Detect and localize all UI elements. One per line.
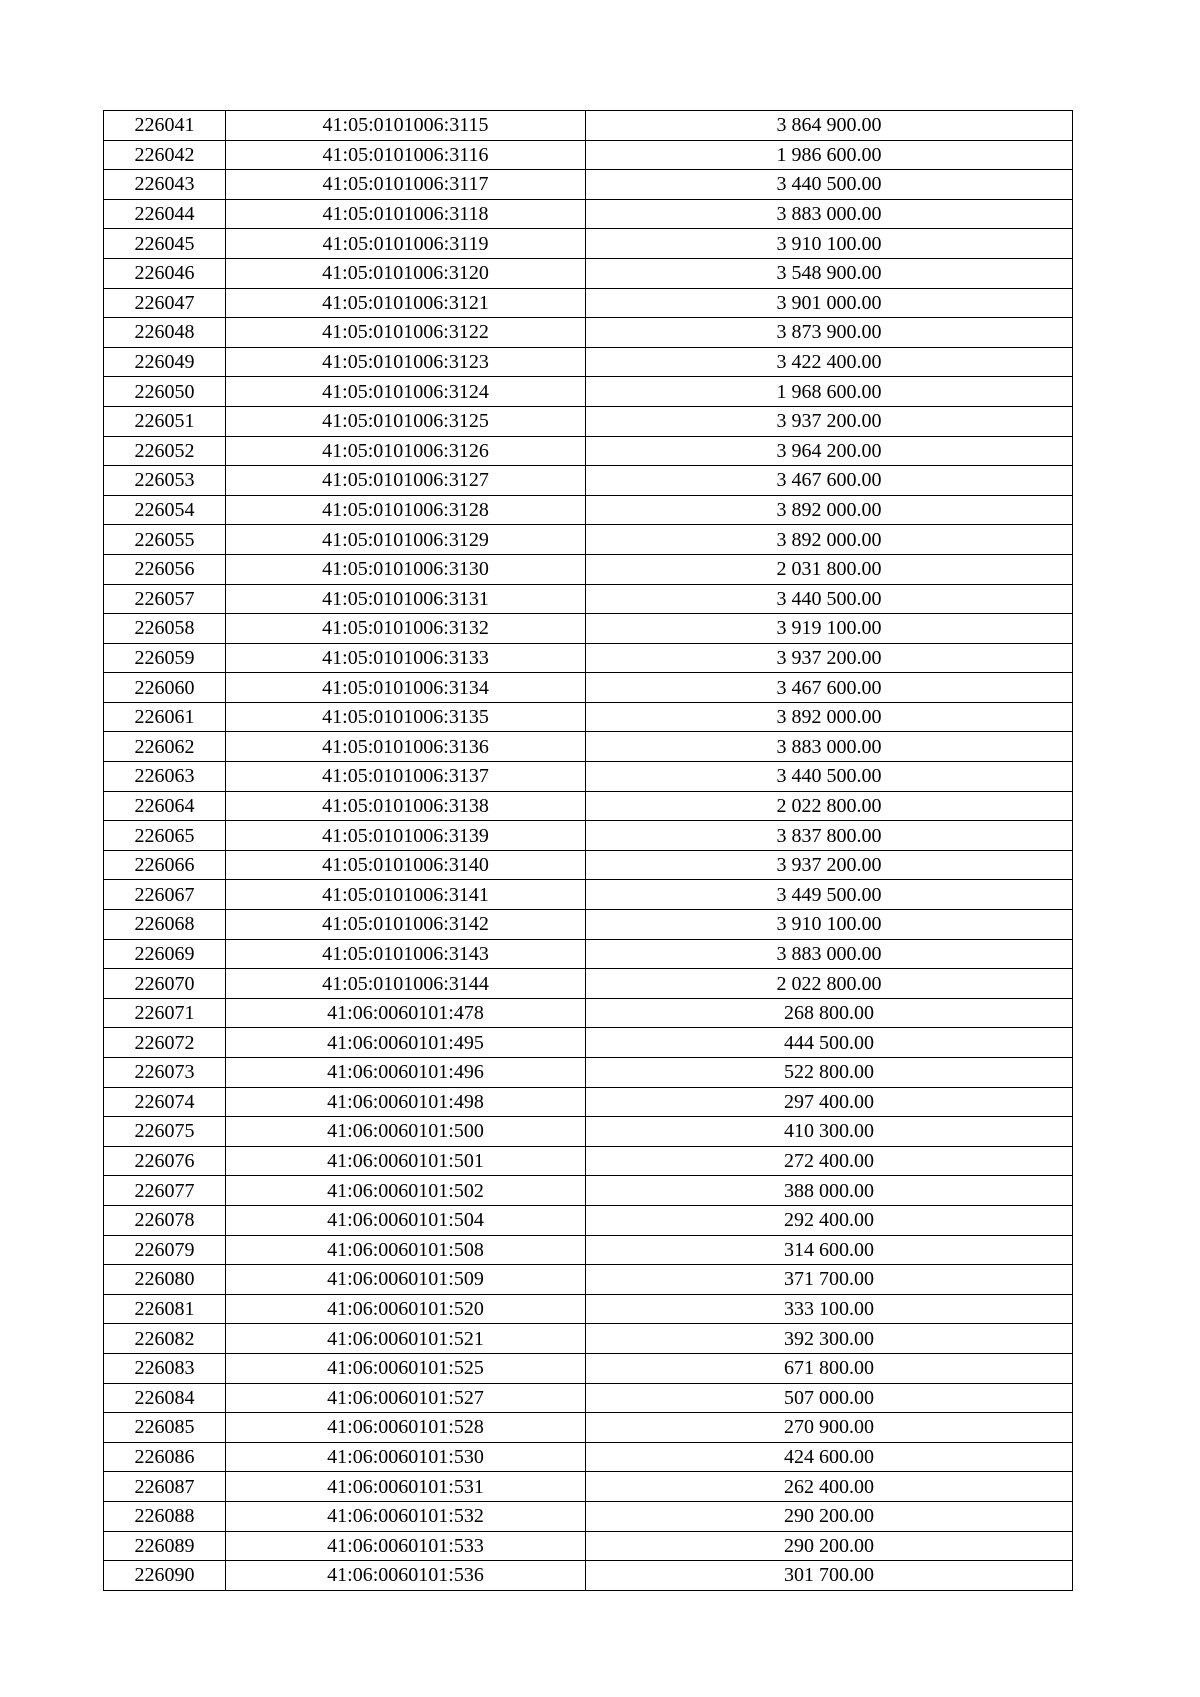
- table-row: [104, 1531, 1073, 1561]
- row-number-cell: 226055: [104, 525, 226, 555]
- row-number-cell: 226041: [104, 111, 226, 141]
- cadastral-number-cell: 41:06:0060101:521: [226, 1324, 586, 1354]
- table-row: [104, 1561, 1073, 1591]
- cadastral-value-cell: 3 964 200.00: [586, 436, 1073, 466]
- table-row: [104, 1087, 1073, 1117]
- cadastral-value-cell: 507 000.00: [586, 1383, 1073, 1413]
- cadastral-value-cell: 270 900.00: [586, 1413, 1073, 1443]
- table-row: [104, 1294, 1073, 1324]
- cadastral-value-cell: 301 700.00: [586, 1561, 1073, 1591]
- row-number-cell: 226078: [104, 1205, 226, 1235]
- cadastral-number-cell: 41:05:0101006:3138: [226, 791, 586, 821]
- cadastral-value-cell: 424 600.00: [586, 1442, 1073, 1472]
- cadastral-value-cell: 410 300.00: [586, 1117, 1073, 1147]
- row-number-cell: 226072: [104, 1028, 226, 1058]
- cadastral-number-cell: 41:05:0101006:3115: [226, 111, 586, 141]
- table-row: [104, 1472, 1073, 1502]
- table-row: [104, 1117, 1073, 1147]
- cadastral-value-cell: 290 200.00: [586, 1501, 1073, 1531]
- table-row: [104, 791, 1073, 821]
- cadastral-number-cell: 41:05:0101006:3141: [226, 880, 586, 910]
- cadastral-number-cell: 41:06:0060101:520: [226, 1294, 586, 1324]
- cadastral-value-cell: 292 400.00: [586, 1205, 1073, 1235]
- table-row: [104, 318, 1073, 348]
- cadastral-number-cell: 41:06:0060101:495: [226, 1028, 586, 1058]
- table-row: [104, 1028, 1073, 1058]
- row-number-cell: 226065: [104, 821, 226, 851]
- cadastral-number-cell: 41:05:0101006:3143: [226, 939, 586, 969]
- cadastral-value-cell: 3 883 000.00: [586, 939, 1073, 969]
- row-number-cell: 226079: [104, 1235, 226, 1265]
- table-row: [104, 939, 1073, 969]
- row-number-cell: 226084: [104, 1383, 226, 1413]
- cadastral-number-cell: 41:06:0060101:509: [226, 1265, 586, 1295]
- table-row: [104, 702, 1073, 732]
- table-row: [104, 643, 1073, 673]
- cadastral-value-cell: 3 548 900.00: [586, 258, 1073, 288]
- table-row: [104, 406, 1073, 436]
- cadastral-value-cell: 3 892 000.00: [586, 702, 1073, 732]
- cadastral-number-cell: 41:05:0101006:3132: [226, 614, 586, 644]
- table-row: [104, 170, 1073, 200]
- table-row: [104, 1265, 1073, 1295]
- table-row: [104, 762, 1073, 792]
- table-row: [104, 1413, 1073, 1443]
- row-number-cell: 226050: [104, 377, 226, 407]
- table-row: [104, 1205, 1073, 1235]
- row-number-cell: 226066: [104, 850, 226, 880]
- table-row: [104, 910, 1073, 940]
- cadastral-number-cell: 41:05:0101006:3121: [226, 288, 586, 318]
- cadastral-value-cell: 314 600.00: [586, 1235, 1073, 1265]
- cadastral-number-cell: 41:05:0101006:3129: [226, 525, 586, 555]
- table-row: [104, 199, 1073, 229]
- cadastral-number-cell: 41:06:0060101:498: [226, 1087, 586, 1117]
- cadastral-number-cell: 41:06:0060101:533: [226, 1531, 586, 1561]
- cadastral-value-cell: 3 919 100.00: [586, 614, 1073, 644]
- table-row: [104, 140, 1073, 170]
- row-number-cell: 226088: [104, 1501, 226, 1531]
- row-number-cell: 226076: [104, 1146, 226, 1176]
- row-number-cell: 226081: [104, 1294, 226, 1324]
- row-number-cell: 226075: [104, 1117, 226, 1147]
- row-number-cell: 226083: [104, 1353, 226, 1383]
- cadastral-number-cell: 41:06:0060101:531: [226, 1472, 586, 1502]
- row-number-cell: 226051: [104, 406, 226, 436]
- cadastral-number-cell: 41:05:0101006:3130: [226, 554, 586, 584]
- row-number-cell: 226052: [104, 436, 226, 466]
- cadastral-number-cell: 41:05:0101006:3126: [226, 436, 586, 466]
- table-row: [104, 1501, 1073, 1531]
- table-row: [104, 1235, 1073, 1265]
- cadastral-number-cell: 41:06:0060101:527: [226, 1383, 586, 1413]
- cadastral-value-cell: 333 100.00: [586, 1294, 1073, 1324]
- table-row: [104, 1353, 1073, 1383]
- cadastral-value-cell: 3 837 800.00: [586, 821, 1073, 851]
- row-number-cell: 226087: [104, 1472, 226, 1502]
- cadastral-number-cell: 41:05:0101006:3144: [226, 969, 586, 999]
- table-row: [104, 495, 1073, 525]
- cadastral-number-cell: 41:05:0101006:3127: [226, 466, 586, 496]
- cadastral-number-cell: 41:05:0101006:3128: [226, 495, 586, 525]
- cadastral-value-cell: 3 937 200.00: [586, 643, 1073, 673]
- row-number-cell: 226057: [104, 584, 226, 614]
- row-number-cell: 226070: [104, 969, 226, 999]
- cadastral-number-cell: 41:05:0101006:3118: [226, 199, 586, 229]
- cadastral-value-cell: 3 883 000.00: [586, 732, 1073, 762]
- table-row: [104, 1058, 1073, 1088]
- table-row: [104, 1176, 1073, 1206]
- row-number-cell: 226056: [104, 554, 226, 584]
- table-row: [104, 258, 1073, 288]
- table-row: [104, 1383, 1073, 1413]
- row-number-cell: 226058: [104, 614, 226, 644]
- cadastral-value-cell: 297 400.00: [586, 1087, 1073, 1117]
- row-number-cell: 226090: [104, 1561, 226, 1591]
- cadastral-number-cell: 41:06:0060101:536: [226, 1561, 586, 1591]
- cadastral-value-cell: 522 800.00: [586, 1058, 1073, 1088]
- row-number-cell: 226089: [104, 1531, 226, 1561]
- cadastral-value-cell: 3 440 500.00: [586, 170, 1073, 200]
- cadastral-number-cell: 41:05:0101006:3136: [226, 732, 586, 762]
- cadastral-number-cell: 41:05:0101006:3117: [226, 170, 586, 200]
- table-row: [104, 850, 1073, 880]
- cadastral-number-cell: 41:06:0060101:528: [226, 1413, 586, 1443]
- cadastral-value-cell: 392 300.00: [586, 1324, 1073, 1354]
- row-number-cell: 226044: [104, 199, 226, 229]
- cadastral-value-cell: 2 022 800.00: [586, 969, 1073, 999]
- cadastral-value-cell: 444 500.00: [586, 1028, 1073, 1058]
- table-row: [104, 347, 1073, 377]
- cadastral-value-cell: 388 000.00: [586, 1176, 1073, 1206]
- row-number-cell: 226071: [104, 998, 226, 1028]
- row-number-cell: 226073: [104, 1058, 226, 1088]
- row-number-cell: 226085: [104, 1413, 226, 1443]
- table-row: [104, 466, 1073, 496]
- cadastral-number-cell: 41:06:0060101:502: [226, 1176, 586, 1206]
- table-row: [104, 584, 1073, 614]
- row-number-cell: 226060: [104, 673, 226, 703]
- row-number-cell: 226069: [104, 939, 226, 969]
- cadastral-value-cell: 1 968 600.00: [586, 377, 1073, 407]
- cadastral-value-cell: 3 910 100.00: [586, 229, 1073, 259]
- row-number-cell: 226077: [104, 1176, 226, 1206]
- cadastral-value-cell: 3 901 000.00: [586, 288, 1073, 318]
- cadastral-number-cell: 41:06:0060101:500: [226, 1117, 586, 1147]
- table-row: [104, 229, 1073, 259]
- cadastral-number-cell: 41:05:0101006:3133: [226, 643, 586, 673]
- table-row: [104, 1324, 1073, 1354]
- table-row: [104, 111, 1073, 141]
- cadastral-value-cell: 3 910 100.00: [586, 910, 1073, 940]
- table-row: [104, 732, 1073, 762]
- cadastral-value-cell: 3 449 500.00: [586, 880, 1073, 910]
- cadastral-number-cell: 41:06:0060101:525: [226, 1353, 586, 1383]
- table-row: [104, 821, 1073, 851]
- cadastral-value-cell: 671 800.00: [586, 1353, 1073, 1383]
- cadastral-value-cell: 3 440 500.00: [586, 584, 1073, 614]
- row-number-cell: 226049: [104, 347, 226, 377]
- cadastral-number-cell: 41:05:0101006:3122: [226, 318, 586, 348]
- table-row: [104, 1146, 1073, 1176]
- table-row: [104, 525, 1073, 555]
- cadastral-number-cell: 41:05:0101006:3139: [226, 821, 586, 851]
- cadastral-value-cell: 2 022 800.00: [586, 791, 1073, 821]
- table-row: [104, 288, 1073, 318]
- cadastral-number-cell: 41:05:0101006:3142: [226, 910, 586, 940]
- cadastral-value-cell: 3 892 000.00: [586, 525, 1073, 555]
- cadastral-number-cell: 41:05:0101006:3120: [226, 258, 586, 288]
- cadastral-value-cell: 3 883 000.00: [586, 199, 1073, 229]
- cadastral-number-cell: 41:05:0101006:3125: [226, 406, 586, 436]
- table-row: [104, 969, 1073, 999]
- row-number-cell: 226043: [104, 170, 226, 200]
- table-row: [104, 998, 1073, 1028]
- cadastral-value-cell: 3 467 600.00: [586, 466, 1073, 496]
- cadastral-value-cell: 2 031 800.00: [586, 554, 1073, 584]
- table-row: [104, 614, 1073, 644]
- row-number-cell: 226054: [104, 495, 226, 525]
- cadastral-value-cell: 3 440 500.00: [586, 762, 1073, 792]
- cadastral-number-cell: 41:06:0060101:504: [226, 1205, 586, 1235]
- row-number-cell: 226080: [104, 1265, 226, 1295]
- row-number-cell: 226059: [104, 643, 226, 673]
- cadastral-number-cell: 41:05:0101006:3135: [226, 702, 586, 732]
- table-row: [104, 377, 1073, 407]
- row-number-cell: 226048: [104, 318, 226, 348]
- cadastral-number-cell: 41:06:0060101:532: [226, 1501, 586, 1531]
- row-number-cell: 226045: [104, 229, 226, 259]
- cadastral-number-cell: 41:05:0101006:3137: [226, 762, 586, 792]
- cadastral-value-cell: 3 864 900.00: [586, 111, 1073, 141]
- cadastral-number-cell: 41:06:0060101:508: [226, 1235, 586, 1265]
- cadastral-value-cell: 262 400.00: [586, 1472, 1073, 1502]
- cadastral-value-cell: 3 873 900.00: [586, 318, 1073, 348]
- row-number-cell: 226082: [104, 1324, 226, 1354]
- table-row: [104, 436, 1073, 466]
- row-number-cell: 226061: [104, 702, 226, 732]
- cadastral-number-cell: 41:05:0101006:3134: [226, 673, 586, 703]
- cadastral-number-cell: 41:06:0060101:501: [226, 1146, 586, 1176]
- row-number-cell: 226053: [104, 466, 226, 496]
- cadastral-number-cell: 41:06:0060101:496: [226, 1058, 586, 1088]
- table-row: [104, 673, 1073, 703]
- table-row: [104, 880, 1073, 910]
- row-number-cell: 226074: [104, 1087, 226, 1117]
- cadastral-number-cell: 41:06:0060101:530: [226, 1442, 586, 1472]
- cadastral-value-cell: 371 700.00: [586, 1265, 1073, 1295]
- cadastral-number-cell: 41:05:0101006:3116: [226, 140, 586, 170]
- cadastral-value-cell: 290 200.00: [586, 1531, 1073, 1561]
- row-number-cell: 226046: [104, 258, 226, 288]
- row-number-cell: 226086: [104, 1442, 226, 1472]
- row-number-cell: 226068: [104, 910, 226, 940]
- row-number-cell: 226062: [104, 732, 226, 762]
- row-number-cell: 226067: [104, 880, 226, 910]
- cadastral-value-table: [103, 110, 1073, 1591]
- cadastral-value-cell: 1 986 600.00: [586, 140, 1073, 170]
- cadastral-value-cell: 3 422 400.00: [586, 347, 1073, 377]
- row-number-cell: 226047: [104, 288, 226, 318]
- cadastral-number-cell: 41:05:0101006:3123: [226, 347, 586, 377]
- cadastral-number-cell: 41:05:0101006:3119: [226, 229, 586, 259]
- cadastral-value-cell: 268 800.00: [586, 998, 1073, 1028]
- table-row: [104, 1442, 1073, 1472]
- cadastral-value-cell: 3 937 200.00: [586, 406, 1073, 436]
- cadastral-value-cell: 272 400.00: [586, 1146, 1073, 1176]
- cadastral-value-cell: 3 937 200.00: [586, 850, 1073, 880]
- table-body: [104, 111, 1073, 1591]
- cadastral-number-cell: 41:06:0060101:478: [226, 998, 586, 1028]
- cadastral-number-cell: 41:05:0101006:3140: [226, 850, 586, 880]
- table-row: [104, 554, 1073, 584]
- row-number-cell: 226063: [104, 762, 226, 792]
- cadastral-value-cell: 3 467 600.00: [586, 673, 1073, 703]
- cadastral-value-cell: 3 892 000.00: [586, 495, 1073, 525]
- cadastral-number-cell: 41:05:0101006:3124: [226, 377, 586, 407]
- row-number-cell: 226042: [104, 140, 226, 170]
- cadastral-number-cell: 41:05:0101006:3131: [226, 584, 586, 614]
- row-number-cell: 226064: [104, 791, 226, 821]
